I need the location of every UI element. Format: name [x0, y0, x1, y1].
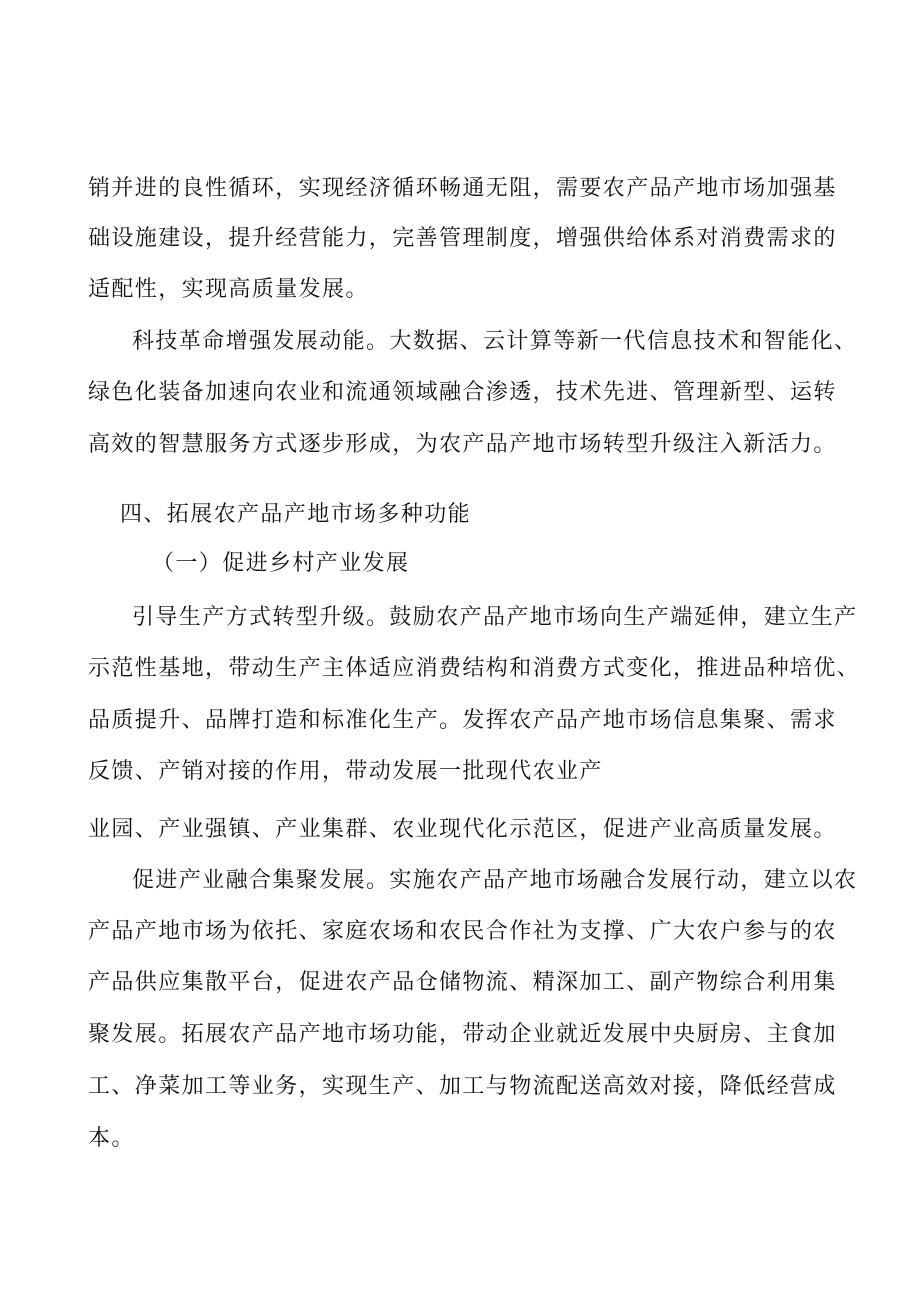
text-line: 产品供应集散平台，促进农产品仓储物流、精深加工、副产物综合利用集	[88, 970, 837, 995]
text-line: 聚发展。拓展农产品产地市场功能，带动企业就近发展中央厨房、主食加	[88, 1022, 837, 1047]
text-line: 引导生产方式转型升级。鼓励农产品产地市场向生产端延伸，建立生产	[132, 605, 858, 630]
text-line: 础设施建设，提升经营能力，完善管理制度，增强供给体系对消费需求的	[88, 226, 837, 251]
text-line: 高效的智慧服务方式逐步形成，为农产品产地市场转型升级注入新活力。	[88, 432, 837, 457]
text-line: 反馈、产销对接的作用，带动发展一批现代农业产	[88, 759, 603, 784]
subsection-heading: （一）促进乡村产业发展	[152, 551, 410, 576]
text-line: 本。	[88, 1126, 135, 1151]
section-heading: 四、拓展农产品产地市场多种功能	[120, 502, 472, 527]
text-line: 产品产地市场为依托、家庭农场和农民合作社为支撑、广大农户参与的农	[88, 919, 837, 944]
text-line: 示范性基地，带动生产主体适应消费结构和消费方式变化，推进品种培优、	[88, 656, 861, 681]
text-line: 促进产业融合集聚发展。实施农产品产地市场融合发展行动，建立以农	[132, 868, 858, 893]
text-line: 科技革命增强发展动能。大数据、云计算等新一代信息技术和智能化、	[132, 329, 858, 354]
text-line: 绿色化装备加速向农业和流通领域融合渗透，技术先进、管理新型、运转	[88, 380, 837, 405]
text-line: 业园、产业强镇、产业集群、农业现代化示范区，促进产业高质量发展。	[88, 817, 837, 842]
text-line: 工、净菜加工等业务，实现生产、加工与物流配送高效对接，降低经营成	[88, 1074, 837, 1099]
text-line: 销并进的良性循环，实现经济循环畅通无阻，需要农产品产地市场加强基	[88, 176, 837, 201]
text-line: 品质提升、品牌打造和标准化生产。发挥农产品产地市场信息集聚、需求	[88, 708, 837, 733]
text-line: 适配性，实现高质量发展。	[88, 277, 369, 302]
